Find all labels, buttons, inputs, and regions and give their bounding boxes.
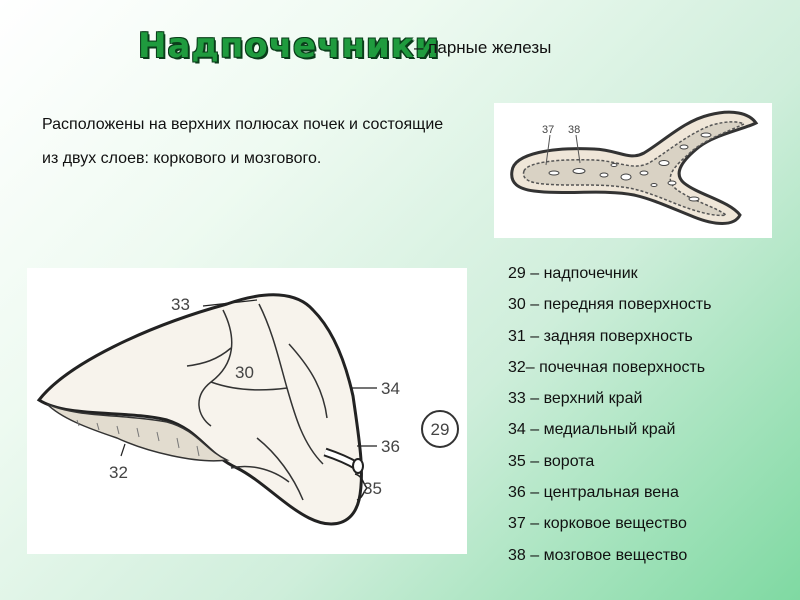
label-33: 33: [171, 295, 190, 314]
label-35: 35: [363, 479, 382, 498]
legend-item: 30 – передняя поверхность: [508, 296, 712, 314]
slide-title: Надпочечники: [138, 26, 440, 66]
adrenal-gland-drawing: [27, 268, 467, 554]
label-29: 29: [430, 420, 450, 439]
label-38: 38: [568, 124, 581, 136]
label-34: 34: [381, 379, 400, 398]
slide-subtitle: – парные железы: [414, 38, 552, 57]
label-36: 36: [381, 437, 400, 456]
legend-item: 31 – задняя поверхность: [508, 327, 693, 345]
label-30: 30: [235, 363, 254, 382]
legend-item: 38 – мозговое вещество: [508, 546, 688, 564]
legend-item: 34 – медиальный край: [508, 421, 676, 439]
legend-item: 36 – центральная вена: [508, 484, 679, 502]
legend-item: 29 – надпочечник: [508, 265, 638, 282]
legend-list: [508, 258, 711, 571]
cross-section-drawing: [494, 103, 772, 238]
legend-item: 35 – ворота: [508, 452, 595, 470]
label-32: 32: [109, 463, 128, 482]
legend-item: 33 – верхний край: [508, 390, 643, 408]
cross-section-figure: [494, 103, 772, 238]
label-37: 37: [542, 124, 555, 136]
description-text: Расположены на верхних полюсах почек и состоящие из двух слоев: коркового и мозгового.: [42, 116, 444, 167]
legend-item: 32– почечная поверхность: [508, 358, 706, 376]
adrenal-gland-figure: [27, 268, 467, 554]
legend-item: 37 – корковое вещество: [508, 515, 687, 533]
